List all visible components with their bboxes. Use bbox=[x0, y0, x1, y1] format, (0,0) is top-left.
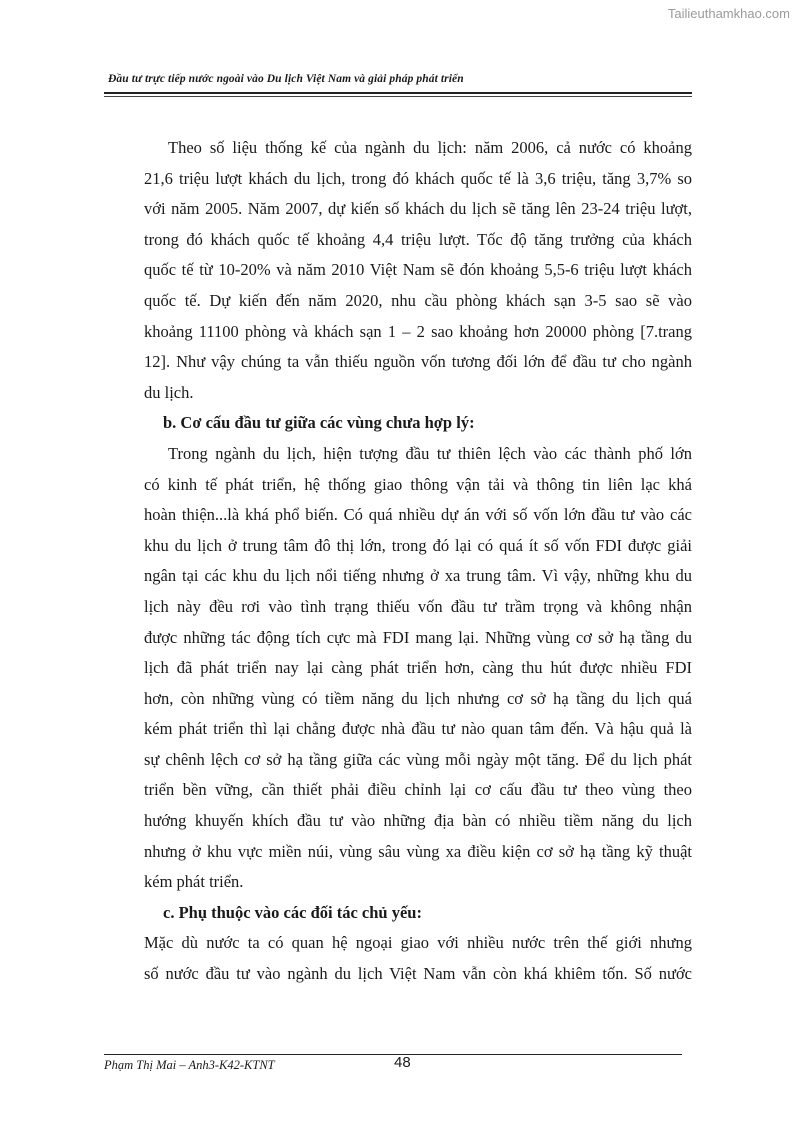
running-header-title: Đầu tư trực tiếp nước ngoài vào Du lịch Việt Nam và giải pháp phát triển bbox=[108, 73, 464, 85]
text-line: ngân tại các khu du lịch nổi tiếng nhưng ở xa trung tâm. Vì vậy, những khu du bbox=[144, 566, 692, 586]
text-line: quốc tế. Dự kiến đến năm 2020, nhu cầu phòng khách sạn 3-5 sao sẽ vào bbox=[144, 290, 692, 310]
paragraph-visitor-statistics bbox=[144, 133, 692, 408]
text-line: Trong ngành du lịch, hiện tượng đầu tư thiên lệch vào các thành phố lớn bbox=[168, 443, 692, 463]
text-line: Theo số liệu thống kế của ngành du lịch: năm 2006, cả nước có khoảng bbox=[168, 138, 692, 157]
footer-divider bbox=[104, 1054, 682, 1055]
text-line: khoảng 11100 phòng và khách sạn 1 – 2 sao khoảng hơn 20000 phòng [7.trang bbox=[144, 321, 692, 341]
footer-author: Phạm Thị Mai – Anh3-K42-KTNT bbox=[104, 1058, 275, 1072]
paragraph-partner-dependence bbox=[144, 928, 692, 989]
text-line: khu du lịch ở trung tâm đô thị lớn, trong đó lại có quá ít số vốn FDI được giải bbox=[144, 535, 692, 555]
text-line: hơn, còn những vùng có tiềm năng du lịch nhưng cơ sở hạ tầng du lịch quá bbox=[144, 688, 692, 708]
text-line: hoàn thiện...là khá phổ biến. Có quá nhiều dự án với số vốn lớn đầu tư vào các bbox=[144, 505, 692, 525]
text-line: có kinh tế phát triển, hệ thống giao thông vận tải và thông tin liên lạc khá bbox=[144, 474, 692, 494]
text-line: 12]. Như vậy chúng ta vẫn thiếu nguồn vốn tương đối lớn để đầu tư cho ngành bbox=[144, 352, 692, 372]
header-divider-thin bbox=[104, 96, 692, 97]
text-line: quốc tế từ 10-20% và năm 2010 Việt Nam sẽ đón khoảng 5,5-6 triệu lượt khách bbox=[144, 260, 692, 280]
header-divider bbox=[104, 92, 692, 94]
text-line: hướng khuyến khích đầu tư vào những địa bàn có nhiều tiềm năng du lịch bbox=[144, 811, 692, 831]
section-heading-c: c. Phụ thuộc vào các đối tác chủ yếu: bbox=[163, 902, 422, 922]
text-line: Mặc dù nước ta có quan hệ ngoại giao với nhiều nước trên thế giới nhưng bbox=[144, 933, 692, 953]
text-line: trong đó khách quốc tế khoảng 4,4 triệu lượt. Tốc độ tăng trưởng của khách bbox=[144, 229, 692, 249]
text-line: sự chênh lệch cơ sở hạ tầng giữa các vùng mỗi ngày một tăng. Để du lịch phát bbox=[144, 749, 692, 769]
text-line: số nước đầu tư vào ngành du lịch Việt Nam vẫn còn khá khiêm tốn. Số nước bbox=[144, 964, 692, 984]
text-line: được những tác động tích cực mà FDI mang lại. Những vùng cơ sở hạ tầng du bbox=[144, 627, 692, 647]
section-heading-b: b. Cơ cấu đầu tư giữa các vùng chưa hợp lý: bbox=[163, 413, 475, 433]
paragraph-regional-investment bbox=[144, 439, 692, 898]
text-line: với năm 2005. Năm 2007, dự kiến số khách du lịch sẽ tăng lên 23-24 triệu lượt, bbox=[144, 199, 692, 219]
text-line: triển bền vững, cần thiết phải điều chỉnh lại cơ cấu đầu tư theo vùng theo bbox=[144, 780, 692, 800]
document-body bbox=[144, 133, 692, 990]
text-line: kém phát triển. bbox=[144, 872, 244, 892]
text-line: nhưng ở khu vực miền núi, vùng sâu vùng xa điều kiện cơ sở hạ tầng kỹ thuật bbox=[144, 841, 692, 861]
text-line: lịch đã phát triển nay lại càng phát triển hơn, càng thu hút được nhiều FDI bbox=[144, 658, 692, 678]
text-line: lịch này đều rơi vào tình trạng thiếu vốn đầu tư trầm trọng và không nhận bbox=[144, 596, 692, 616]
watermark: Tailieuthamkhao.com bbox=[667, 6, 790, 21]
page-number: 48 bbox=[394, 1054, 411, 1071]
text-line: kém phát triển thì lại chẳng được nhà đầu tư nào quan tâm đến. Và hậu quả là bbox=[144, 719, 692, 739]
text-line: du lịch. bbox=[144, 382, 194, 402]
text-line: 21,6 triệu lượt khách du lịch, trong đó khách quốc tế là 3,6 triệu, tăng 3,7% so bbox=[144, 168, 692, 188]
